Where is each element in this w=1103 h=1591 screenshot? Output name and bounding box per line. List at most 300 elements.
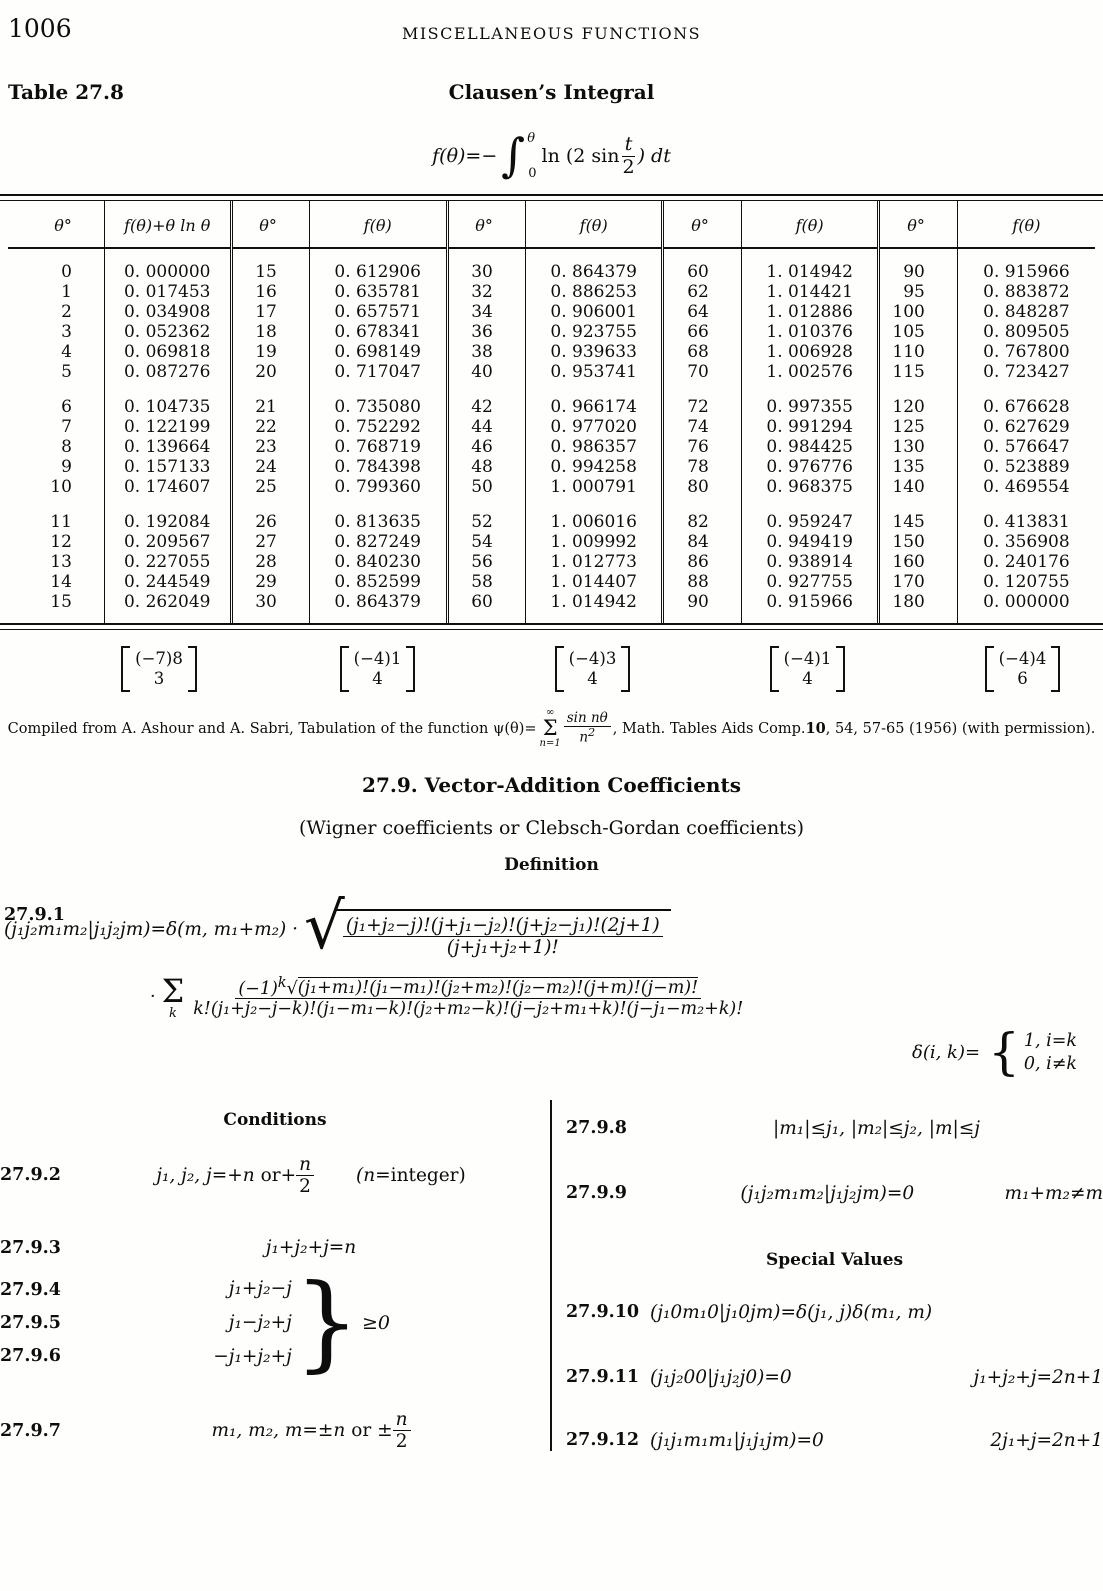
table-row [8, 397, 1095, 417]
equation-27-9-3: 27.9.3 j₁+j₂+j=n [0, 1237, 357, 1259]
f-cell: 0. 923755 [525, 322, 663, 342]
f-cell: 0. 938914 [741, 552, 879, 572]
f-cell: 0. 886253 [525, 282, 663, 302]
theta-cell: 7 [61, 417, 72, 437]
theta-cell: 105 [879, 322, 957, 342]
theta-cell: 17 [231, 302, 309, 322]
f-cell: 0. 991294 [741, 417, 879, 437]
equation-line-1 [4, 890, 1103, 964]
right-brace: } [293, 1261, 360, 1384]
table-row [8, 437, 1095, 457]
table-row [8, 302, 1095, 322]
equation-label: 27.9.12 [566, 1430, 640, 1451]
f-cell: 1. 014942 [525, 592, 663, 623]
integral-sign: ∫ [501, 128, 526, 183]
theta-cell: 28 [231, 552, 309, 572]
theta-cell: 66 [663, 322, 741, 342]
f-cell: 0. 997355 [741, 397, 879, 417]
theta-cell: 13 [50, 552, 72, 572]
f-cell: 0. 000000 [104, 248, 231, 282]
theta-cell: 32 [447, 282, 525, 302]
conditions-column [0, 1100, 550, 1453]
spacer-cell [741, 497, 879, 512]
column-header: f(θ) [525, 201, 663, 248]
spacer-cell [309, 382, 447, 397]
f-cell: 0. 827249 [309, 532, 447, 552]
error-bracket [985, 646, 1061, 692]
theta-cell: 80 [663, 477, 741, 497]
equation-label: 27.9.6 [0, 1345, 61, 1366]
f-cell: 0. 813635 [309, 512, 447, 532]
f-cell: 0. 069818 [104, 342, 231, 362]
theta-cell: 95 [879, 282, 957, 302]
spacer-cell [879, 497, 957, 512]
theta-cell: 6 [61, 397, 72, 417]
equation-27-9-11: 27.9.11 (j₁j₂00|j₁j₂j0)=0 j₁+j₂+j=2n+1 [566, 1366, 1103, 1388]
formula-tail: ) dt [637, 145, 671, 167]
theta-cell: 2 [61, 302, 72, 322]
two-column-block [0, 1100, 1103, 1453]
left-brace: { [988, 1023, 1020, 1082]
theta-cell: 34 [447, 302, 525, 322]
theta-cell: 68 [663, 342, 741, 362]
special-values-heading: Special Values [765, 1249, 904, 1270]
table-title: Clausen’s Integral [448, 80, 655, 104]
error-bracket-slot [445, 646, 660, 692]
f-cell: 0. 977020 [525, 417, 663, 437]
f-cell: 0. 174607 [104, 477, 231, 497]
theta-cell: 64 [663, 302, 741, 322]
f-cell: 0. 576647 [957, 437, 1095, 457]
table-title-row [0, 80, 1103, 108]
theta-cell: 1 [61, 282, 72, 302]
f-cell: 0. 984425 [741, 437, 879, 457]
equation-condition: 2j₁+j=2n+1 [990, 1429, 1103, 1451]
f-cell: 0. 968375 [741, 477, 879, 497]
column-header: f(θ) [741, 201, 879, 248]
section-title: 27.9. Vector-Addition Coefficients [362, 773, 741, 797]
f-cell: 0. 784398 [309, 457, 447, 477]
theta-cell: 130 [879, 437, 957, 457]
sqrt-denominator: (j+j₁+j₂+1)! [446, 937, 559, 959]
footnote-text: Compiled from A. Ashour and A. Sabri, Tabulation of the function ψ(θ)= [7, 720, 537, 737]
table-header-row [8, 201, 1095, 248]
theta-cell: 60 [663, 248, 741, 282]
f-cell: 0. 469554 [957, 477, 1095, 497]
error-bracket-slot [230, 646, 445, 692]
column-header: θ° [231, 201, 309, 248]
fraction-numerator: t [622, 134, 636, 157]
f-cell: 0. 994258 [525, 457, 663, 477]
f-cell: 0. 864379 [309, 592, 447, 623]
f-cell: 1. 014942 [741, 248, 879, 282]
equation-27-9-9: 27.9.9 (j₁j₂m₁m₂|j₁j₂jm)=0 m₁+m₂≠m [566, 1182, 1103, 1204]
f-cell: 0. 915966 [957, 248, 1095, 282]
radical: √ $\frac{\text{(j₁+j₂−j)!(j+j₁−j₂)!(j+j₂−j₁)!(2j+1)}}{\text{(j+j₁+j₂+1)!}}$ [304, 901, 671, 959]
spacer-cell [663, 382, 741, 397]
integral-upper-limit: θ [527, 131, 536, 146]
equation-27-9-7: 27.9.7 m₁, m₂, m=±n or ± $\frac{n}{2}$ [0, 1409, 550, 1453]
f-cell: 0. 883872 [957, 282, 1095, 302]
theta-cell: 20 [231, 362, 309, 382]
spacer-cell [8, 382, 104, 397]
theta-cell: 0 [61, 262, 72, 282]
theta-cell: 44 [447, 417, 525, 437]
f-cell: 1. 006016 [525, 512, 663, 532]
theta-cell: 54 [447, 532, 525, 552]
theta-cell: 48 [447, 457, 525, 477]
theta-cell: 76 [663, 437, 741, 457]
equation-label: 27.9.4 [0, 1279, 61, 1300]
error-bracket-slot [875, 646, 1090, 692]
theta-cell: 23 [231, 437, 309, 457]
f-cell: 0. 767800 [957, 342, 1095, 362]
f-cell: 0. 017453 [104, 282, 231, 302]
f-cell: 0. 657571 [309, 302, 447, 322]
table-row [8, 362, 1095, 382]
error-bracket-slot [8, 646, 230, 692]
theta-cell: 90 [879, 248, 957, 282]
spacer-cell [525, 382, 663, 397]
f-cell: 0. 723427 [957, 362, 1095, 382]
table-top-rule [0, 194, 1103, 201]
conditions-heading: Conditions [223, 1109, 327, 1130]
theta-cell: 84 [663, 532, 741, 552]
f-cell: 0. 227055 [104, 552, 231, 572]
f-cell: 0. 635781 [309, 282, 447, 302]
theta-cell: 74 [663, 417, 741, 437]
sum-over-k: Σ k [161, 971, 185, 1021]
theta-cell: 5 [61, 362, 72, 382]
f-cell: 0. 240176 [957, 552, 1095, 572]
theta-cell: 78 [663, 457, 741, 477]
equation-condition: j₁+j₂+j=2n+1 [973, 1366, 1103, 1388]
spacer-cell [741, 382, 879, 397]
spacer-cell [447, 382, 525, 397]
f-cell: 0. 976776 [741, 457, 879, 477]
f-cell: 0. 735080 [309, 397, 447, 417]
equation-27-9-10: 27.9.10 (j₁0m₁0|j₁0jm)=δ(j₁, j)δ(m₁, m) [566, 1301, 933, 1323]
theta-cell: 40 [447, 362, 525, 382]
theta-cell: 24 [231, 457, 309, 477]
error-bracket [770, 646, 846, 692]
error-bottom: 4 [372, 669, 383, 688]
f-cell: 0. 000000 [957, 592, 1095, 623]
spacer-cell [104, 382, 231, 397]
theta-cell: 3 [61, 322, 72, 342]
clausen-table-body [8, 248, 1095, 623]
f-cell: 0. 627629 [957, 417, 1095, 437]
sqrt-numerator: (j₁+j₂−j)!(j+j₁−j₂)!(j+j₂−j₁)!(2j+1) [343, 915, 663, 937]
f-cell: 0. 209567 [104, 532, 231, 552]
theta-cell: 38 [447, 342, 525, 362]
f-cell: 0. 192084 [104, 512, 231, 532]
delta-cases: 1, i=k 0, i≠k [1023, 1030, 1077, 1074]
f-cell: 0. 087276 [104, 362, 231, 382]
spacer-cell [447, 497, 525, 512]
theta-cell: 25 [231, 477, 309, 497]
error-top: (−7)8 [135, 649, 183, 668]
f-cell: 0. 413831 [957, 512, 1095, 532]
table-row [8, 457, 1095, 477]
sum-denominator: k!(j₁+j₂−j−k)!(j₁−m₁−k)!(j₂+m₂−k)!(j−j₂+m₁+k)!(j−j₁−m₂+k)! [193, 999, 744, 1020]
sqrt-overline: (j₁+m₁)!(j₁−m₁)!(j₂+m₂)!(j₂−m₂)!(j+m)!(j−m)! [297, 978, 699, 999]
table-row [8, 248, 1095, 282]
error-bracket-slot [660, 646, 875, 692]
column-header: f(θ)+θ ln θ [104, 201, 231, 248]
f-cell: 0. 927755 [741, 572, 879, 592]
theta-cell: 160 [879, 552, 957, 572]
table-row [8, 282, 1095, 302]
f-cell: 0. 848287 [957, 302, 1095, 322]
footnote-volume: 10 [805, 720, 826, 737]
theta-cell: 125 [879, 417, 957, 437]
f-cell: 0. 244549 [104, 572, 231, 592]
table-footnote [0, 708, 1103, 749]
f-cell: 0. 840230 [309, 552, 447, 572]
f-cell: 0. 852599 [309, 572, 447, 592]
f-cell: 0. 523889 [957, 457, 1095, 477]
theta-cell: 52 [447, 512, 525, 532]
f-cell: 0. 122199 [104, 417, 231, 437]
clausen-table [8, 201, 1095, 623]
table-row [8, 477, 1095, 497]
equation-27-9-2: 27.9.2 j₁, j₂, j=+n or + $\frac{n}{2}$ (n= integer) [0, 1153, 466, 1197]
f-cell: 0. 052362 [104, 322, 231, 342]
theta-cell: 140 [879, 477, 957, 497]
f-cell: 0. 356908 [957, 532, 1095, 552]
error-brackets-row [8, 646, 1095, 692]
theta-cell: 19 [231, 342, 309, 362]
f-cell: 0. 104735 [104, 397, 231, 417]
theta-cell: 110 [879, 342, 957, 362]
error-bottom: 4 [802, 669, 813, 688]
error-bottom: 4 [587, 669, 598, 688]
f-cell: 1. 009992 [525, 532, 663, 552]
error-bottom: 6 [1017, 669, 1028, 688]
f-cell: 1. 012773 [525, 552, 663, 572]
spacer-cell [309, 497, 447, 512]
equation-label: 27.9.10 [566, 1302, 640, 1323]
f-cell: 0. 906001 [525, 302, 663, 322]
f-cell: 0. 966174 [525, 397, 663, 417]
theta-cell: 46 [447, 437, 525, 457]
theta-cell: 120 [879, 397, 957, 417]
theta-cell: 26 [231, 512, 309, 532]
theta-cell: 88 [663, 572, 741, 592]
theta-cell: 29 [231, 572, 309, 592]
theta-cell: 150 [879, 532, 957, 552]
f-cell: 0. 915966 [741, 592, 879, 623]
equation-label: 27.9.2 [0, 1165, 61, 1186]
f-cell: 0. 676628 [957, 397, 1095, 417]
f-cell: 0. 864379 [525, 248, 663, 282]
table-row [8, 322, 1095, 342]
theta-cell: 21 [231, 397, 309, 417]
spacer-row [8, 382, 1095, 397]
f-cell: 0. 698149 [309, 342, 447, 362]
theta-cell: 4 [61, 342, 72, 362]
table-row [8, 552, 1095, 572]
error-bracket [555, 646, 631, 692]
spacer-cell [525, 497, 663, 512]
theta-cell: 170 [879, 572, 957, 592]
equation-label: 27.9.8 [566, 1118, 627, 1139]
f-cell: 0. 809505 [957, 322, 1095, 342]
theta-cell: 9 [61, 457, 72, 477]
spacer-row [8, 497, 1095, 512]
equation-label: 27.9.11 [566, 1367, 640, 1388]
formula-fraction [620, 134, 638, 179]
spacer-cell [957, 497, 1095, 512]
theta-cell: 18 [231, 322, 309, 342]
theta-cell: 16 [231, 282, 309, 302]
delta-lhs: δ(i, k)= [911, 1042, 981, 1064]
table-row [8, 512, 1095, 532]
f-cell: 0. 799360 [309, 477, 447, 497]
equations-27-9-4-to-6: 27.9.4 27.9.5 27.9.6 j₁+j₂−j j₁−j₂+j −j₁+j₂+j } ≥0 [0, 1261, 390, 1384]
f-cell: 0. 953741 [525, 362, 663, 382]
theta-cell: 100 [879, 302, 957, 322]
fraction-denominator: 2 [622, 155, 635, 178]
theta-cell: 62 [663, 282, 741, 302]
theta-cell: 30 [447, 248, 525, 282]
f-cell: 1. 012886 [741, 302, 879, 322]
theta-cell: 60 [447, 592, 525, 623]
theta-cell: 42 [447, 397, 525, 417]
table-bottom-rule [0, 623, 1103, 630]
f-cell: 0. 717047 [309, 362, 447, 382]
theta-cell: 12 [50, 532, 72, 552]
theta-cell: 27 [231, 532, 309, 552]
error-top: (−4)1 [353, 649, 402, 668]
theta-cell: 58 [447, 572, 525, 592]
equation-label: 27.9.3 [0, 1237, 61, 1258]
spacer-cell [8, 497, 104, 512]
theta-cell: 30 [231, 592, 309, 623]
column-header: θ° [8, 201, 104, 248]
f-cell: 0. 120755 [957, 572, 1095, 592]
sum-symbol: ∞ Σ n=1 [539, 707, 561, 749]
theta-cell: 56 [447, 552, 525, 572]
theta-cell: 90 [663, 592, 741, 623]
equation-condition: m₁+m₂≠m [1004, 1182, 1103, 1204]
integral-limits [527, 131, 536, 181]
f-cell: 1. 010376 [741, 322, 879, 342]
error-bracket [340, 646, 416, 692]
spacer-cell [663, 497, 741, 512]
equation-label: 27.9.5 [0, 1312, 61, 1333]
f-cell: 0. 752292 [309, 417, 447, 437]
spacer-cell [957, 382, 1095, 397]
f-cell: 1. 000791 [525, 477, 663, 497]
theta-cell: 72 [663, 397, 741, 417]
f-cell: 0. 768719 [309, 437, 447, 457]
error-bracket [121, 646, 197, 692]
theta-cell: 180 [879, 592, 957, 623]
theta-cell: 36 [447, 322, 525, 342]
theta-cell: 135 [879, 457, 957, 477]
equation-label: 27.9.1 [4, 905, 65, 925]
definition-heading: Definition [504, 855, 599, 875]
column-header: f(θ) [957, 201, 1095, 248]
f-cell: 1. 002576 [741, 362, 879, 382]
column-header: θ° [879, 201, 957, 248]
theta-cell: 14 [50, 572, 72, 592]
f-cell: 0. 678341 [309, 322, 447, 342]
f-cell: 0. 034908 [104, 302, 231, 322]
footnote-text: , Math. Tables Aids Comp. [612, 720, 806, 737]
running-head: MISCELLANEOUS FUNCTIONS [401, 24, 702, 43]
error-top: (−4)3 [568, 649, 617, 668]
table-row [8, 532, 1095, 552]
error-top: (−4)4 [998, 649, 1047, 668]
section-subtitle: (Wigner coefficients or Clebsch-Gordan coefficients) [299, 817, 804, 839]
theta-cell: 22 [231, 417, 309, 437]
spacer-cell [104, 497, 231, 512]
f-cell: 0. 139664 [104, 437, 231, 457]
f-cell: 0. 612906 [309, 248, 447, 282]
error-top: (−4)1 [783, 649, 832, 668]
equation-27-9-8: 27.9.8 |m₁|≤j₁, |m₂|≤j₂, |m|≤j [566, 1117, 980, 1139]
page-number: 1006 [8, 14, 72, 43]
f-cell: 0. 939633 [525, 342, 663, 362]
f-cell: 0. 949419 [741, 532, 879, 552]
theta-cell: 8 [61, 437, 72, 457]
theta-cell: 11 [50, 512, 72, 532]
sum-fraction: $\frac{(-1)^k√(j_1+m_1)!(j_1-m_1)!(j_2+m_2)!(j_2-m_2)!(j+m)!(j-m)!}{\text{k!(j₁+j₂−j−k)!(j₁−m₁−k)!(j₂+m₂−k)!(j−j₂+m₁+k)!(j−j₁−m₂+k)!}}$ [190, 975, 746, 1020]
spacer-cell [231, 382, 309, 397]
theta-cell: 82 [663, 512, 741, 532]
error-bottom: 3 [153, 669, 165, 688]
theta-cell: 15 [50, 592, 72, 612]
spacer-cell [231, 497, 309, 512]
inequality: ≥0 [361, 1311, 390, 1334]
equation-line-2 [150, 971, 1103, 1021]
f-cell: 0. 959247 [741, 512, 879, 532]
clausen-integral-formula [0, 128, 1103, 184]
formula-lhs: f(θ)=− [432, 145, 498, 167]
f-cell: 1. 006928 [741, 342, 879, 362]
equation-label: 27.9.9 [566, 1183, 627, 1204]
footnote-fraction: $\frac{\text{sin nθ}}{n^2}$ [564, 711, 611, 747]
f-cell: 0. 262049 [104, 592, 231, 623]
product-dot: · [150, 987, 156, 1008]
theta-cell: 10 [50, 477, 72, 497]
theta-cell: 50 [447, 477, 525, 497]
theta-cell: 86 [663, 552, 741, 572]
theta-cell: 15 [231, 248, 309, 282]
equation-label: 27.9.7 [0, 1420, 61, 1441]
theta-cell: 145 [879, 512, 957, 532]
table-row [8, 592, 1095, 623]
page-header [0, 0, 1103, 52]
formula-body: ln (2 sin [541, 145, 620, 167]
column-header: θ° [447, 201, 525, 248]
f-cell: 0. 157133 [104, 457, 231, 477]
f-cell: 1. 014421 [741, 282, 879, 302]
footnote-text: , 54, 57-65 (1956) (with permission). [825, 720, 1096, 737]
delta-definition [0, 1023, 1077, 1082]
column-header: θ° [663, 201, 741, 248]
table-row [8, 572, 1095, 592]
special-values-column [550, 1100, 1103, 1451]
f-cell: 0. 986357 [525, 437, 663, 457]
equation-lhs: (j₁j₂m₁m₂|j₁j₂jm)=δ(m, m₁+m₂) · [4, 919, 299, 941]
f-cell: 1. 014407 [525, 572, 663, 592]
theta-cell: 70 [663, 362, 741, 382]
column-header: f(θ) [309, 201, 447, 248]
